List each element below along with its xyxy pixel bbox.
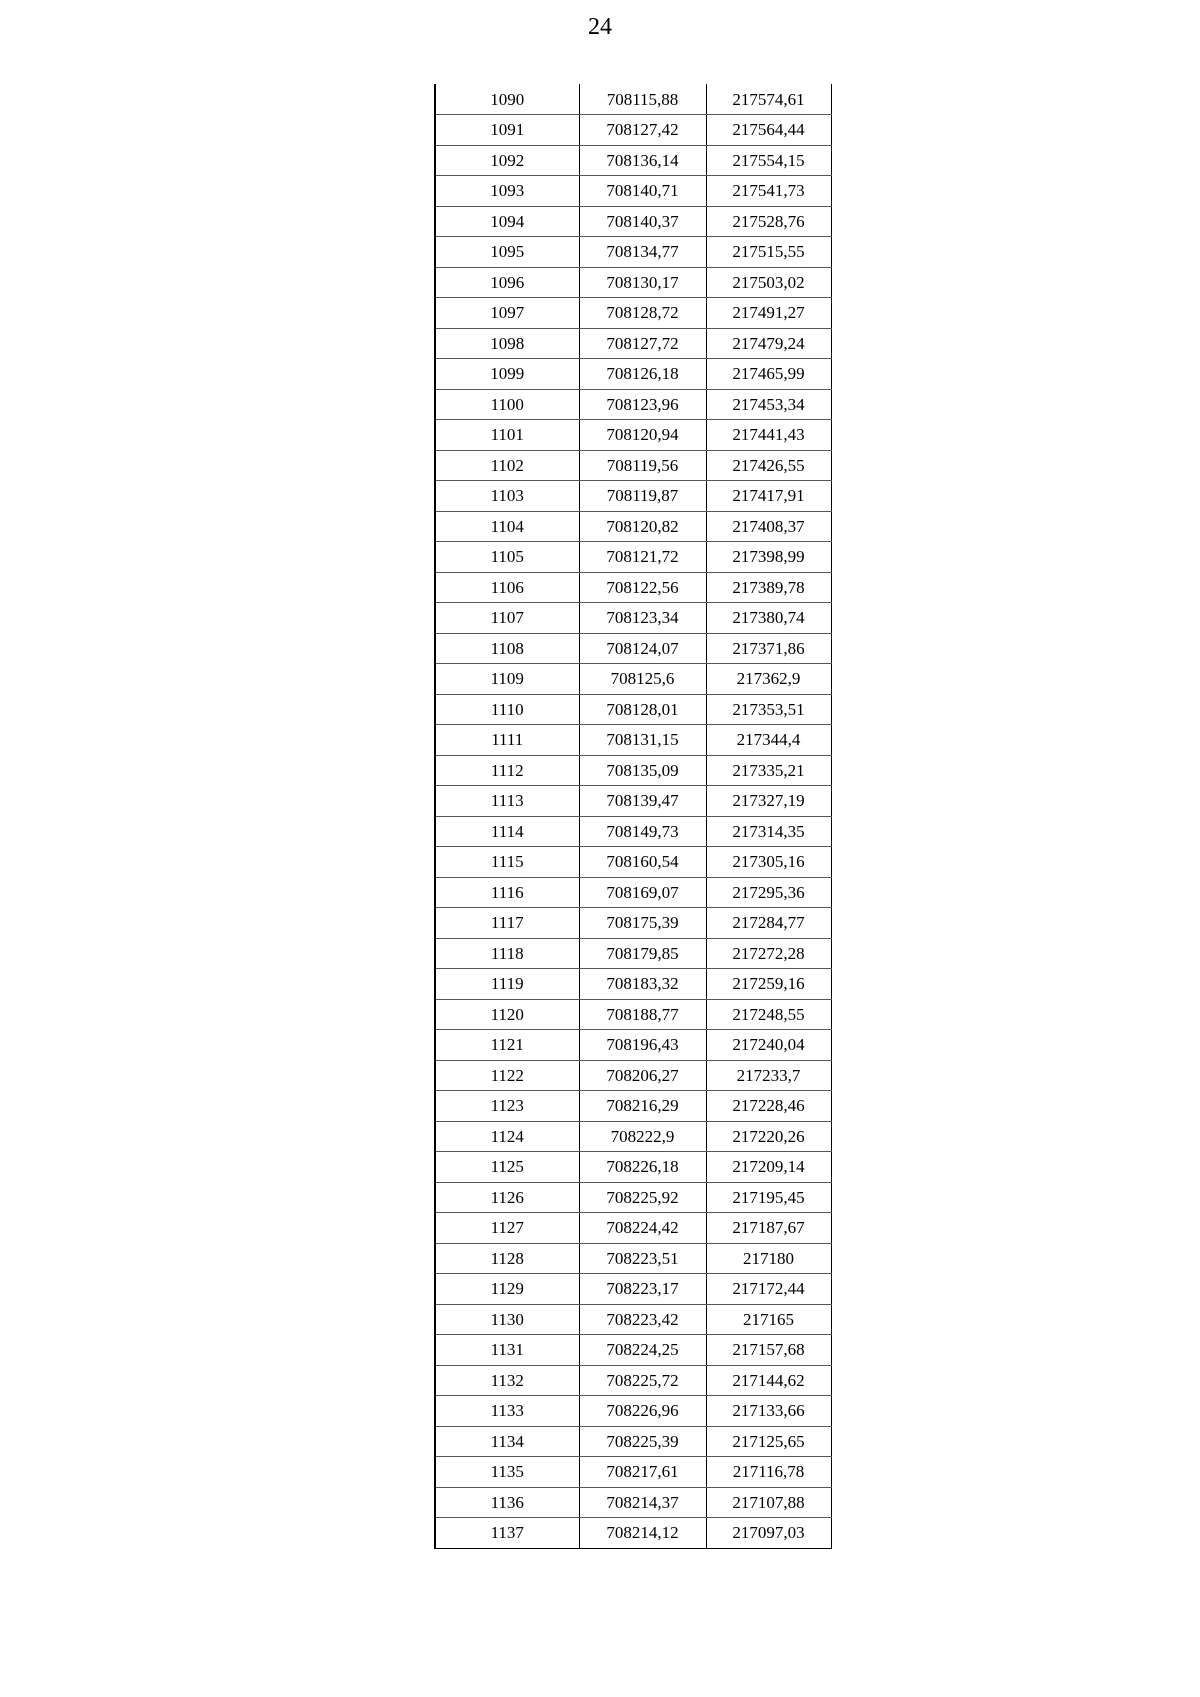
y-coordinate-cell: 217515,55 <box>706 237 831 268</box>
y-coordinate-cell: 217272,28 <box>706 938 831 969</box>
x-coordinate-cell: 708188,77 <box>579 999 706 1030</box>
table-row <box>435 1274 831 1305</box>
y-coordinate-cell: 217491,27 <box>706 298 831 329</box>
y-coordinate-cell: 217295,36 <box>706 877 831 908</box>
point-number-cell: 1090 <box>435 84 579 115</box>
point-number-cell: 1130 <box>435 1304 579 1335</box>
point-number-cell: 1111 <box>435 725 579 756</box>
table-row <box>435 328 831 359</box>
table-row <box>435 1487 831 1518</box>
y-coordinate-cell: 217165 <box>706 1304 831 1335</box>
x-coordinate-cell: 708136,14 <box>579 145 706 176</box>
table-row <box>435 450 831 481</box>
point-number-cell: 1114 <box>435 816 579 847</box>
x-coordinate-cell: 708119,56 <box>579 450 706 481</box>
x-coordinate-cell: 708115,88 <box>579 84 706 115</box>
point-number-cell: 1132 <box>435 1365 579 1396</box>
x-coordinate-cell: 708140,37 <box>579 206 706 237</box>
y-coordinate-cell: 217259,16 <box>706 969 831 1000</box>
table-row <box>435 542 831 573</box>
x-coordinate-cell: 708226,18 <box>579 1152 706 1183</box>
point-number-cell: 1094 <box>435 206 579 237</box>
point-number-cell: 1104 <box>435 511 579 542</box>
table-row <box>435 1457 831 1488</box>
table-row <box>435 267 831 298</box>
x-coordinate-cell: 708222,9 <box>579 1121 706 1152</box>
point-number-cell: 1110 <box>435 694 579 725</box>
point-number-cell: 1097 <box>435 298 579 329</box>
table-row <box>435 511 831 542</box>
y-coordinate-cell: 217314,35 <box>706 816 831 847</box>
y-coordinate-cell: 217133,66 <box>706 1396 831 1427</box>
x-coordinate-cell: 708135,09 <box>579 755 706 786</box>
y-coordinate-cell: 217248,55 <box>706 999 831 1030</box>
table-row <box>435 755 831 786</box>
table-row <box>435 237 831 268</box>
x-coordinate-cell: 708216,29 <box>579 1091 706 1122</box>
x-coordinate-cell: 708124,07 <box>579 633 706 664</box>
x-coordinate-cell: 708122,56 <box>579 572 706 603</box>
y-coordinate-cell: 217240,04 <box>706 1030 831 1061</box>
x-coordinate-cell: 708224,42 <box>579 1213 706 1244</box>
x-coordinate-cell: 708140,71 <box>579 176 706 207</box>
point-number-cell: 1133 <box>435 1396 579 1427</box>
x-coordinate-cell: 708149,73 <box>579 816 706 847</box>
table-row <box>435 969 831 1000</box>
x-coordinate-cell: 708123,96 <box>579 389 706 420</box>
y-coordinate-cell: 217195,45 <box>706 1182 831 1213</box>
point-number-cell: 1125 <box>435 1152 579 1183</box>
table-row <box>435 176 831 207</box>
x-coordinate-cell: 708223,51 <box>579 1243 706 1274</box>
table-row <box>435 938 831 969</box>
point-number-cell: 1121 <box>435 1030 579 1061</box>
x-coordinate-cell: 708225,39 <box>579 1426 706 1457</box>
table-row <box>435 1152 831 1183</box>
x-coordinate-cell: 708169,07 <box>579 877 706 908</box>
y-coordinate-cell: 217380,74 <box>706 603 831 634</box>
y-coordinate-cell: 217479,24 <box>706 328 831 359</box>
table-row <box>435 1213 831 1244</box>
table-row <box>435 1518 831 1549</box>
point-number-cell: 1129 <box>435 1274 579 1305</box>
point-number-cell: 1119 <box>435 969 579 1000</box>
x-coordinate-cell: 708127,72 <box>579 328 706 359</box>
y-coordinate-cell: 217220,26 <box>706 1121 831 1152</box>
point-number-cell: 1109 <box>435 664 579 695</box>
x-coordinate-cell: 708130,17 <box>579 267 706 298</box>
table-row <box>435 1426 831 1457</box>
table-row <box>435 359 831 390</box>
table-row <box>435 206 831 237</box>
table-row <box>435 298 831 329</box>
y-coordinate-cell: 217528,76 <box>706 206 831 237</box>
table-row <box>435 633 831 664</box>
y-coordinate-cell: 217144,62 <box>706 1365 831 1396</box>
point-number-cell: 1122 <box>435 1060 579 1091</box>
y-coordinate-cell: 217233,7 <box>706 1060 831 1091</box>
point-number-cell: 1112 <box>435 755 579 786</box>
y-coordinate-cell: 217564,44 <box>706 115 831 146</box>
y-coordinate-cell: 217426,55 <box>706 450 831 481</box>
x-coordinate-cell: 708217,61 <box>579 1457 706 1488</box>
x-coordinate-cell: 708196,43 <box>579 1030 706 1061</box>
point-number-cell: 1113 <box>435 786 579 817</box>
x-coordinate-cell: 708223,17 <box>579 1274 706 1305</box>
x-coordinate-cell: 708206,27 <box>579 1060 706 1091</box>
table-row <box>435 999 831 1030</box>
table-row <box>435 694 831 725</box>
point-number-cell: 1105 <box>435 542 579 573</box>
y-coordinate-cell: 217389,78 <box>706 572 831 603</box>
y-coordinate-cell: 217362,9 <box>706 664 831 695</box>
y-coordinate-cell: 217172,44 <box>706 1274 831 1305</box>
y-coordinate-cell: 217157,68 <box>706 1335 831 1366</box>
y-coordinate-cell: 217097,03 <box>706 1518 831 1549</box>
table-row <box>435 145 831 176</box>
x-coordinate-cell: 708226,96 <box>579 1396 706 1427</box>
point-number-cell: 1126 <box>435 1182 579 1213</box>
x-coordinate-cell: 708128,72 <box>579 298 706 329</box>
x-coordinate-cell: 708214,12 <box>579 1518 706 1549</box>
y-coordinate-cell: 217574,61 <box>706 84 831 115</box>
table-row <box>435 603 831 634</box>
point-number-cell: 1093 <box>435 176 579 207</box>
table-row <box>435 1304 831 1335</box>
table-row <box>435 481 831 512</box>
x-coordinate-cell: 708121,72 <box>579 542 706 573</box>
y-coordinate-cell: 217408,37 <box>706 511 831 542</box>
table-row <box>435 389 831 420</box>
y-coordinate-cell: 217371,86 <box>706 633 831 664</box>
point-number-cell: 1120 <box>435 999 579 1030</box>
y-coordinate-cell: 217284,77 <box>706 908 831 939</box>
table-row <box>435 786 831 817</box>
point-number-cell: 1135 <box>435 1457 579 1488</box>
x-coordinate-cell: 708126,18 <box>579 359 706 390</box>
point-number-cell: 1127 <box>435 1213 579 1244</box>
y-coordinate-cell: 217441,43 <box>706 420 831 451</box>
point-number-cell: 1128 <box>435 1243 579 1274</box>
point-number-cell: 1117 <box>435 908 579 939</box>
table-row <box>435 816 831 847</box>
point-number-cell: 1095 <box>435 237 579 268</box>
table-row <box>435 1243 831 1274</box>
x-coordinate-cell: 708139,47 <box>579 786 706 817</box>
y-coordinate-cell: 217398,99 <box>706 542 831 573</box>
y-coordinate-cell: 217187,67 <box>706 1213 831 1244</box>
y-coordinate-cell: 217353,51 <box>706 694 831 725</box>
x-coordinate-cell: 708183,32 <box>579 969 706 1000</box>
table-row <box>435 725 831 756</box>
table-row <box>435 1182 831 1213</box>
table-row <box>435 847 831 878</box>
table-row <box>435 877 831 908</box>
point-number-cell: 1118 <box>435 938 579 969</box>
x-coordinate-cell: 708223,42 <box>579 1304 706 1335</box>
y-coordinate-cell: 217327,19 <box>706 786 831 817</box>
y-coordinate-cell: 217180 <box>706 1243 831 1274</box>
table-row <box>435 908 831 939</box>
x-coordinate-cell: 708127,42 <box>579 115 706 146</box>
x-coordinate-cell: 708123,34 <box>579 603 706 634</box>
point-number-cell: 1098 <box>435 328 579 359</box>
y-coordinate-cell: 217209,14 <box>706 1152 831 1183</box>
point-number-cell: 1116 <box>435 877 579 908</box>
table-row <box>435 115 831 146</box>
coordinates-table-body <box>435 84 831 1548</box>
point-number-cell: 1100 <box>435 389 579 420</box>
x-coordinate-cell: 708160,54 <box>579 847 706 878</box>
table-row <box>435 84 831 115</box>
x-coordinate-cell: 708119,87 <box>579 481 706 512</box>
y-coordinate-cell: 217453,34 <box>706 389 831 420</box>
x-coordinate-cell: 708120,82 <box>579 511 706 542</box>
y-coordinate-cell: 217503,02 <box>706 267 831 298</box>
x-coordinate-cell: 708214,37 <box>579 1487 706 1518</box>
table-row <box>435 1365 831 1396</box>
point-number-cell: 1092 <box>435 145 579 176</box>
point-number-cell: 1107 <box>435 603 579 634</box>
point-number-cell: 1108 <box>435 633 579 664</box>
y-coordinate-cell: 217335,21 <box>706 755 831 786</box>
point-number-cell: 1115 <box>435 847 579 878</box>
point-number-cell: 1106 <box>435 572 579 603</box>
table-row <box>435 572 831 603</box>
y-coordinate-cell: 217417,91 <box>706 481 831 512</box>
x-coordinate-cell: 708175,39 <box>579 908 706 939</box>
x-coordinate-cell: 708225,72 <box>579 1365 706 1396</box>
x-coordinate-cell: 708134,77 <box>579 237 706 268</box>
x-coordinate-cell: 708125,6 <box>579 664 706 695</box>
y-coordinate-cell: 217554,15 <box>706 145 831 176</box>
x-coordinate-cell: 708120,94 <box>579 420 706 451</box>
page-number: 24 <box>588 14 612 40</box>
x-coordinate-cell: 708131,15 <box>579 725 706 756</box>
table-row <box>435 1030 831 1061</box>
y-coordinate-cell: 217541,73 <box>706 176 831 207</box>
coordinates-table <box>434 84 832 1549</box>
point-number-cell: 1103 <box>435 481 579 512</box>
table-row <box>435 1396 831 1427</box>
y-coordinate-cell: 217465,99 <box>706 359 831 390</box>
table-row <box>435 1335 831 1366</box>
table-row <box>435 420 831 451</box>
x-coordinate-cell: 708128,01 <box>579 694 706 725</box>
x-coordinate-cell: 708224,25 <box>579 1335 706 1366</box>
y-coordinate-cell: 217344,4 <box>706 725 831 756</box>
x-coordinate-cell: 708179,85 <box>579 938 706 969</box>
table-row <box>435 1121 831 1152</box>
point-number-cell: 1134 <box>435 1426 579 1457</box>
point-number-cell: 1137 <box>435 1518 579 1549</box>
y-coordinate-cell: 217228,46 <box>706 1091 831 1122</box>
point-number-cell: 1131 <box>435 1335 579 1366</box>
point-number-cell: 1101 <box>435 420 579 451</box>
y-coordinate-cell: 217305,16 <box>706 847 831 878</box>
point-number-cell: 1102 <box>435 450 579 481</box>
point-number-cell: 1123 <box>435 1091 579 1122</box>
y-coordinate-cell: 217125,65 <box>706 1426 831 1457</box>
x-coordinate-cell: 708225,92 <box>579 1182 706 1213</box>
point-number-cell: 1099 <box>435 359 579 390</box>
point-number-cell: 1136 <box>435 1487 579 1518</box>
table-row <box>435 1091 831 1122</box>
table-row <box>435 664 831 695</box>
table-row <box>435 1060 831 1091</box>
point-number-cell: 1096 <box>435 267 579 298</box>
point-number-cell: 1091 <box>435 115 579 146</box>
y-coordinate-cell: 217107,88 <box>706 1487 831 1518</box>
y-coordinate-cell: 217116,78 <box>706 1457 831 1488</box>
point-number-cell: 1124 <box>435 1121 579 1152</box>
